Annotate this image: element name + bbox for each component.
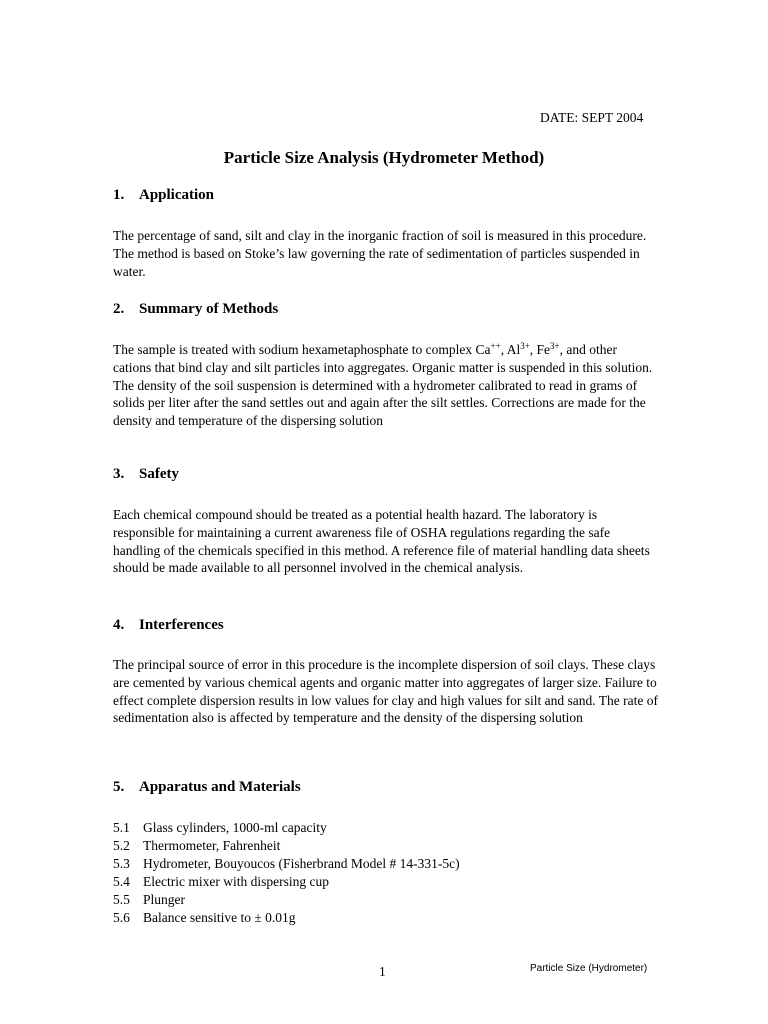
document-title: Particle Size Analysis (Hydrometer Method) [223,148,545,167]
list-item [113,891,460,909]
section-number: 2. [113,301,125,317]
section-number: 1. [113,187,125,203]
apparatus-list [113,819,460,926]
list-item [113,819,460,837]
list-item-number: 5.6 [113,909,130,925]
section-number: 3. [113,466,125,482]
paragraph-text: , and other cations that bind clay and silt particles into aggregates. Organic matter is suspended in this solution. The density of the soil suspension is determined with a hydrometer calibrated to read in grams of solids per liter after the sand settles out and again after the silt settles. Corrections are made for the density and temperature of the dispersing solution [113,342,653,429]
superscript-charge: 3+ [520,341,530,351]
list-item-number: 5.2 [113,837,130,853]
list-item-text: Balance sensitive to ± 0.01g [143,909,296,925]
list-item-text: Thermometer, Fahrenheit [143,837,281,853]
section-3-paragraph: Each chemical compound should be treated as a potential health hazard. The laboratory is responsible for maintaining a current awareness file of OSHA regulations regarding the safe handling of the chemicals specified in this method. A reference file of material handling data sheets should be made available to all personnel involved in the chemical analysis. [113,507,650,576]
page-number: 1 [379,964,386,979]
section-1-heading [113,187,214,204]
paragraph-text: , Fe [529,342,551,357]
paragraph-text: , Al [500,342,521,357]
list-item [113,873,460,891]
section-2-heading [113,301,278,318]
section-number: 5. [113,779,125,795]
list-item [113,837,460,855]
list-item-text: Hydrometer, Bouyoucos (Fisherbrand Model # 14-331-5c) [143,855,460,871]
section-4-paragraph: The principal source of error in this procedure is the incomplete dispersion of soil clays. These clays are cemented by various chemical agents and organic matter into aggregates of larger size. Failure to effect complete dispersion results in low values for clay and high values for silt and sand. The rate of sedimentation also is affected by temperature and the density of the dispersing solution [113,657,658,726]
section-number: 4. [113,617,125,633]
section-title: Interferences [139,617,224,633]
section-title: Apparatus and Materials [139,779,301,795]
list-item-text: Glass cylinders, 1000-ml capacity [143,820,327,835]
list-item-number: 5.3 [113,855,130,871]
document-date: DATE: SEPT 2004 [540,110,644,125]
section-4-heading [113,617,224,634]
section-title: Application [139,187,215,203]
section-5-heading [113,779,301,796]
section-3-heading [113,466,179,483]
section-title: Summary of Methods [139,301,279,317]
paragraph-text: The sample is treated with sodium hexametaphosphate to complex Ca [113,342,491,357]
superscript-charge: ++ [490,341,501,351]
section-1-paragraph: The percentage of sand, silt and clay in the inorganic fraction of soil is measured in this procedure. The method is based on Stoke’s law governing the rate of sedimentation of particles suspended in water. [113,228,647,279]
list-item [113,855,460,873]
list-item-number: 5.4 [113,873,130,889]
list-item [113,909,460,927]
list-item-text: Electric mixer with dispersing cup [143,873,329,889]
footer-label: Particle Size (Hydrometer) [530,963,648,974]
list-item-number: 5.1 [113,820,130,835]
list-item-text: Plunger [143,891,185,907]
list-item-number: 5.5 [113,891,130,907]
superscript-charge: 3+ [550,341,560,351]
section-title: Safety [139,466,179,482]
section-2-paragraph [113,341,658,430]
